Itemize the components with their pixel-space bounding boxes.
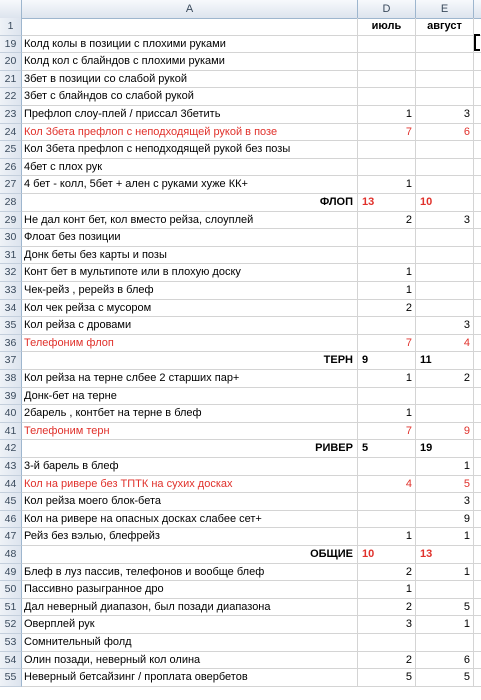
- july-count-cell[interactable]: 2: [358, 652, 416, 670]
- error-category-cell[interactable]: 3-й барель в блеф: [22, 458, 358, 476]
- error-category-cell[interactable]: Донк-бет на терне: [22, 388, 358, 406]
- cell-f[interactable]: [474, 669, 481, 687]
- row-number[interactable]: 54: [0, 652, 22, 670]
- row-number[interactable]: 37: [0, 352, 22, 370]
- cell-f[interactable]: [474, 652, 481, 670]
- row-number[interactable]: 43: [0, 458, 22, 476]
- cell-f[interactable]: [474, 159, 481, 177]
- table-row: [0, 282, 481, 300]
- august-count-cell[interactable]: [416, 71, 474, 89]
- column-header-bar: [0, 0, 481, 19]
- row-number[interactable]: 36: [0, 335, 22, 353]
- july-count-cell[interactable]: 2: [358, 564, 416, 582]
- row-number[interactable]: 20: [0, 53, 22, 71]
- error-category-cell[interactable]: Кол рейза на терне слбее 2 старших пар+: [22, 370, 358, 388]
- error-category-cell[interactable]: Кол рейза с дровами: [22, 317, 358, 335]
- error-category-cell[interactable]: Кол 3бета префлоп с неподходящей рукой без позы: [22, 141, 358, 159]
- error-category-cell[interactable]: Префлоп слоу-плей / приссал 3бетить: [22, 106, 358, 124]
- july-count-cell[interactable]: 1: [358, 106, 416, 124]
- table-row: [0, 370, 481, 388]
- table-row: [0, 53, 481, 71]
- table-row: [0, 176, 481, 194]
- table-row: [0, 141, 481, 159]
- cell-f[interactable]: [474, 71, 481, 89]
- table-row: [0, 405, 481, 423]
- table-row: [0, 669, 481, 687]
- table-row: [0, 159, 481, 177]
- error-category-cell[interactable]: Дал неверный диапазон, был позади диапазона: [22, 599, 358, 617]
- august-count-cell[interactable]: 1: [416, 458, 474, 476]
- august-count-cell[interactable]: 4: [416, 335, 474, 353]
- row-number[interactable]: 31: [0, 247, 22, 265]
- row-number[interactable]: 46: [0, 511, 22, 529]
- august-count-cell[interactable]: [416, 176, 474, 194]
- august-count-cell[interactable]: 11: [416, 352, 474, 370]
- table-row: [0, 317, 481, 335]
- table-row: [0, 194, 481, 212]
- july-count-cell[interactable]: 1: [358, 282, 416, 300]
- row-number[interactable]: 25: [0, 141, 22, 159]
- month-august-header[interactable]: август: [416, 18, 474, 36]
- error-category-cell[interactable]: 3бет с блайндов со слабой рукой: [22, 88, 358, 106]
- row-number[interactable]: 38: [0, 370, 22, 388]
- table-row: [0, 335, 481, 353]
- cell-f[interactable]: [474, 564, 481, 582]
- august-count-cell[interactable]: [416, 282, 474, 300]
- table-row: [0, 124, 481, 142]
- error-category-cell[interactable]: Кол чек рейза с мусором: [22, 300, 358, 318]
- august-count-cell[interactable]: [416, 581, 474, 599]
- table-row: [0, 458, 481, 476]
- august-count-cell[interactable]: 3: [416, 317, 474, 335]
- august-count-cell[interactable]: [416, 634, 474, 652]
- july-count-cell[interactable]: [358, 493, 416, 511]
- cell-f[interactable]: [474, 176, 481, 194]
- august-count-cell[interactable]: [416, 264, 474, 282]
- row-number[interactable]: 41: [0, 423, 22, 441]
- july-count-cell[interactable]: [358, 317, 416, 335]
- error-category-cell[interactable]: Донк беты без карты и позы: [22, 247, 358, 265]
- error-category-cell[interactable]: Флоат без позиции: [22, 229, 358, 247]
- error-category-cell[interactable]: Олин позади, неверный кол олина: [22, 652, 358, 670]
- table-row: [0, 229, 481, 247]
- cell-f[interactable]: [474, 493, 481, 511]
- section-label[interactable]: ОБЩИЕ: [22, 546, 358, 564]
- august-count-cell[interactable]: [416, 53, 474, 71]
- cell-f[interactable]: [474, 528, 481, 546]
- august-count-cell[interactable]: [416, 36, 474, 54]
- row-number[interactable]: 26: [0, 159, 22, 177]
- error-category-cell[interactable]: 4бет с плох рук: [22, 159, 358, 177]
- row-number[interactable]: 40: [0, 405, 22, 423]
- july-count-cell[interactable]: [358, 88, 416, 106]
- july-count-cell[interactable]: 2: [358, 212, 416, 230]
- error-category-cell[interactable]: Кол на ривере без ТПТК на сухих досках: [22, 476, 358, 494]
- error-category-cell[interactable]: 2барель , контбет на терне в блеф: [22, 405, 358, 423]
- table-row: [0, 88, 481, 106]
- cell-f[interactable]: [474, 476, 481, 494]
- august-count-cell[interactable]: 5: [416, 476, 474, 494]
- table-row: [0, 36, 481, 54]
- cell-f[interactable]: [474, 458, 481, 476]
- error-category-cell[interactable]: Кол на ривере на опасных досках слабее сет+: [22, 511, 358, 529]
- august-count-cell[interactable]: 10: [416, 194, 474, 212]
- error-category-cell[interactable]: Сомнительный фолд: [22, 634, 358, 652]
- row-number[interactable]: 33: [0, 282, 22, 300]
- july-count-cell[interactable]: 13: [358, 194, 416, 212]
- row-number[interactable]: 30: [0, 229, 22, 247]
- column-header-e[interactable]: E: [416, 0, 474, 18]
- error-category-cell[interactable]: Колд кол с блайндов с плохими руками: [22, 53, 358, 71]
- table-row: [0, 212, 481, 230]
- july-count-cell[interactable]: [358, 247, 416, 265]
- cell-f1[interactable]: [474, 18, 481, 36]
- cell-f[interactable]: [474, 388, 481, 406]
- august-count-cell[interactable]: 5: [416, 669, 474, 687]
- cell-f[interactable]: [474, 141, 481, 159]
- table-row: [0, 476, 481, 494]
- cell-f[interactable]: [474, 546, 481, 564]
- row-number[interactable]: 51: [0, 599, 22, 617]
- august-count-cell[interactable]: 6: [416, 652, 474, 670]
- row-number[interactable]: 39: [0, 388, 22, 406]
- july-count-cell[interactable]: 7: [358, 423, 416, 441]
- cell-f[interactable]: [474, 616, 481, 634]
- select-all-corner[interactable]: [0, 0, 22, 18]
- row-number[interactable]: 32: [0, 264, 22, 282]
- section-label[interactable]: ФЛОП: [22, 194, 358, 212]
- table-row: [0, 652, 481, 670]
- table-row: [0, 616, 481, 634]
- row-number[interactable]: 45: [0, 493, 22, 511]
- july-count-cell[interactable]: 1: [358, 370, 416, 388]
- row-number[interactable]: 34: [0, 300, 22, 318]
- july-count-cell[interactable]: 2: [358, 599, 416, 617]
- cell-f[interactable]: [474, 511, 481, 529]
- table-row: [0, 440, 481, 458]
- table-row: [0, 599, 481, 617]
- cell-f[interactable]: [474, 405, 481, 423]
- august-count-cell[interactable]: 9: [416, 511, 474, 529]
- cell-f[interactable]: [474, 212, 481, 230]
- column-header-a[interactable]: A: [22, 0, 358, 18]
- table-row: [0, 106, 481, 124]
- august-count-cell[interactable]: 1: [416, 564, 474, 582]
- table-row: [0, 300, 481, 318]
- error-category-cell[interactable]: Пассивно разыгранное дро: [22, 581, 358, 599]
- august-count-cell[interactable]: [416, 247, 474, 265]
- row-number[interactable]: 28: [0, 194, 22, 212]
- row-number[interactable]: 53: [0, 634, 22, 652]
- row-number[interactable]: 48: [0, 546, 22, 564]
- july-count-cell[interactable]: [358, 36, 416, 54]
- july-count-cell[interactable]: [358, 229, 416, 247]
- august-count-cell[interactable]: 3: [416, 493, 474, 511]
- july-count-cell[interactable]: [358, 53, 416, 71]
- july-count-cell[interactable]: 3: [358, 616, 416, 634]
- cell-f[interactable]: [474, 423, 481, 441]
- row-number[interactable]: 29: [0, 212, 22, 230]
- section-label[interactable]: РИВЕР: [22, 440, 358, 458]
- error-category-cell[interactable]: Блеф в луз пассив, телефонов и вообще блеф: [22, 564, 358, 582]
- july-count-cell[interactable]: [358, 511, 416, 529]
- row-number[interactable]: 52: [0, 616, 22, 634]
- july-count-cell[interactable]: 4: [358, 476, 416, 494]
- row-number[interactable]: 35: [0, 317, 22, 335]
- august-count-cell[interactable]: [416, 88, 474, 106]
- cell-f[interactable]: [474, 106, 481, 124]
- july-count-cell[interactable]: 1: [358, 581, 416, 599]
- august-count-cell[interactable]: 3: [416, 106, 474, 124]
- table-row: [0, 388, 481, 406]
- august-count-cell[interactable]: [416, 159, 474, 177]
- error-category-cell[interactable]: Телефоним флоп: [22, 335, 358, 353]
- month-july-header[interactable]: июль: [358, 18, 416, 36]
- july-count-cell[interactable]: 5: [358, 440, 416, 458]
- row-number[interactable]: 23: [0, 106, 22, 124]
- row-number[interactable]: 24: [0, 124, 22, 142]
- august-count-cell[interactable]: 1: [416, 528, 474, 546]
- row-number[interactable]: 22: [0, 88, 22, 106]
- error-category-cell[interactable]: Чек-рейз , ререйз в блеф: [22, 282, 358, 300]
- august-count-cell[interactable]: 13: [416, 546, 474, 564]
- august-count-cell[interactable]: 5: [416, 599, 474, 617]
- cell-f[interactable]: [474, 335, 481, 353]
- error-category-cell[interactable]: Телефоним терн: [22, 423, 358, 441]
- cell-f[interactable]: [474, 88, 481, 106]
- table-row: [0, 71, 481, 89]
- july-count-cell[interactable]: 10: [358, 546, 416, 564]
- row-number[interactable]: 55: [0, 669, 22, 687]
- row-number[interactable]: 47: [0, 528, 22, 546]
- cell-f[interactable]: [474, 599, 481, 617]
- error-category-cell[interactable]: Не дал конт бет, кол вместо рейза, слоуплей: [22, 212, 358, 230]
- row-number[interactable]: 44: [0, 476, 22, 494]
- table-row: [0, 352, 481, 370]
- table-row: [0, 528, 481, 546]
- cell-f[interactable]: [474, 300, 481, 318]
- july-count-cell[interactable]: [358, 634, 416, 652]
- table-row: [0, 423, 481, 441]
- july-count-cell[interactable]: 7: [358, 335, 416, 353]
- august-count-cell[interactable]: [416, 229, 474, 247]
- table-row: [0, 493, 481, 511]
- august-count-cell[interactable]: [416, 388, 474, 406]
- august-count-cell[interactable]: [416, 405, 474, 423]
- july-count-cell[interactable]: [358, 159, 416, 177]
- table-row: [0, 634, 481, 652]
- error-category-cell[interactable]: Колд колы в позиции с плохими руками: [22, 36, 358, 54]
- table-row: [0, 581, 481, 599]
- july-count-cell[interactable]: [358, 458, 416, 476]
- august-count-cell[interactable]: 1: [416, 616, 474, 634]
- august-count-cell[interactable]: 19: [416, 440, 474, 458]
- cell-f[interactable]: [474, 370, 481, 388]
- july-count-cell[interactable]: 5: [358, 669, 416, 687]
- july-count-cell[interactable]: [358, 141, 416, 159]
- error-category-cell[interactable]: 3бет в позиции со слабой рукой: [22, 71, 358, 89]
- cell-f[interactable]: [474, 317, 481, 335]
- row-number[interactable]: 1: [0, 18, 22, 36]
- table-row: [0, 247, 481, 265]
- error-category-cell[interactable]: Оверплей рук: [22, 616, 358, 634]
- error-category-cell[interactable]: 4 бет - колл, 5бет + ален с руками хуже КК+: [22, 176, 358, 194]
- july-count-cell[interactable]: 1: [358, 264, 416, 282]
- july-count-cell[interactable]: 1: [358, 405, 416, 423]
- cell-f[interactable]: [474, 440, 481, 458]
- cell-f[interactable]: [474, 247, 481, 265]
- row-number[interactable]: 49: [0, 564, 22, 582]
- cell-f[interactable]: [474, 352, 481, 370]
- row-number[interactable]: 19: [0, 36, 22, 54]
- cell-a1[interactable]: [22, 18, 358, 36]
- table-row: [0, 511, 481, 529]
- header-row: [0, 18, 481, 36]
- cell-f[interactable]: [474, 282, 481, 300]
- error-category-cell[interactable]: Кол 3бета префлоп с неподходящей рукой в позе: [22, 124, 358, 142]
- august-count-cell[interactable]: 6: [416, 124, 474, 142]
- august-count-cell[interactable]: 3: [416, 212, 474, 230]
- cell-f[interactable]: [474, 53, 481, 71]
- row-number[interactable]: 50: [0, 581, 22, 599]
- section-label[interactable]: ТЕРН: [22, 352, 358, 370]
- error-category-cell[interactable]: Кол рейза моего блок-бета: [22, 493, 358, 511]
- cell-f[interactable]: [474, 264, 481, 282]
- august-count-cell[interactable]: [416, 141, 474, 159]
- table-row: [0, 564, 481, 582]
- table-row: [0, 546, 481, 564]
- july-count-cell[interactable]: 1: [358, 528, 416, 546]
- cell-f[interactable]: [474, 581, 481, 599]
- cell-f[interactable]: [474, 194, 481, 212]
- error-category-cell[interactable]: Конт бет в мультипоте или в плохую доску: [22, 264, 358, 282]
- august-count-cell[interactable]: [416, 300, 474, 318]
- july-count-cell[interactable]: 2: [358, 300, 416, 318]
- column-header-d[interactable]: D: [358, 0, 416, 18]
- cell-f[interactable]: [474, 634, 481, 652]
- august-count-cell[interactable]: 2: [416, 370, 474, 388]
- table-row: [0, 264, 481, 282]
- july-count-cell[interactable]: 7: [358, 124, 416, 142]
- cell-f[interactable]: [474, 124, 481, 142]
- error-category-cell[interactable]: Неверный бетсайзинг / проплата овербетов: [22, 669, 358, 687]
- july-count-cell[interactable]: 9: [358, 352, 416, 370]
- column-header-f[interactable]: [474, 0, 481, 18]
- cell-f[interactable]: [474, 229, 481, 247]
- active-cell-selection: [474, 34, 480, 51]
- july-count-cell[interactable]: [358, 388, 416, 406]
- july-count-cell[interactable]: [358, 71, 416, 89]
- august-count-cell[interactable]: 9: [416, 423, 474, 441]
- error-category-cell[interactable]: Рейз без вэлью, блефрейз: [22, 528, 358, 546]
- row-number[interactable]: 27: [0, 176, 22, 194]
- row-number[interactable]: 21: [0, 71, 22, 89]
- july-count-cell[interactable]: 1: [358, 176, 416, 194]
- row-number[interactable]: 42: [0, 440, 22, 458]
